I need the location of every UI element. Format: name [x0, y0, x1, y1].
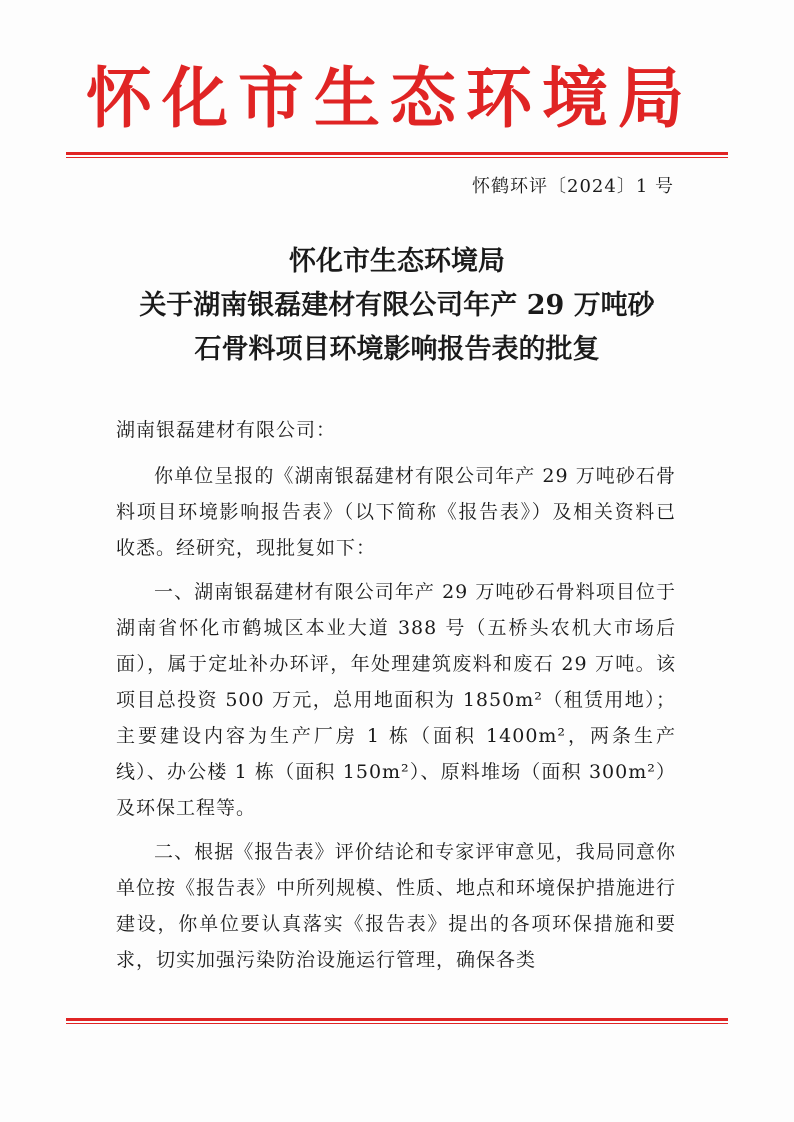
salutation: 湖南银磊建材有限公司： [116, 419, 337, 441]
paragraph-one: 一、湖南银磊建材有限公司年产 29 万吨砂石骨料项目位于湖南省怀化市鹤城区本业大道 388 号（五桥头农机大市场后面），属于定址补办环评，年处理建筑废料和废石 29 万吨。该项目总投资 500 万元，总用地面积为 1850m²（租赁用地）；主要建设内容为生产厂房 1 栋（面积 1400m²，两条生产线）、办公楼 1 栋（面积 150m²）、原料堆场（面积 300m²）及环保工程等。 [116, 581, 676, 819]
letter-body [116, 412, 676, 986]
document-number: 怀鹤环评〔2024〕1 号 [472, 176, 674, 197]
title-line-2: 关于湖南银磊建材有限公司年产 29 万吨砂 [139, 290, 655, 321]
footer-rule-thin [66, 1023, 728, 1024]
paragraph-two: 二、根据《报告表》评价结论和专家评审意见，我局同意你单位按《报告表》中所列规模、性质、地点和环境保护措施进行建设，你单位要认真落实《报告表》提出的各项环保措施和要求，切实加强污染防治设施运行管理，确保各类 [116, 841, 677, 971]
masthead-rule-thick [66, 152, 728, 155]
paragraph-intro: 你单位呈报的《湖南银磊建材有限公司年产 29 万吨砂石骨料项目环境影响报告表》（以下简称《报告表》）及相关资料已收悉。经研究，现批复如下： [116, 465, 676, 559]
title-line-3: 石骨料项目环境影响报告表的批复 [194, 334, 600, 365]
footer-rule-thick [66, 1018, 728, 1021]
document-title [100, 240, 694, 372]
masthead-rule-thin [66, 157, 728, 158]
title-line-1: 怀化市生态环境局 [289, 246, 505, 277]
agency-masthead: 怀化市生态环境局 [86, 59, 694, 137]
